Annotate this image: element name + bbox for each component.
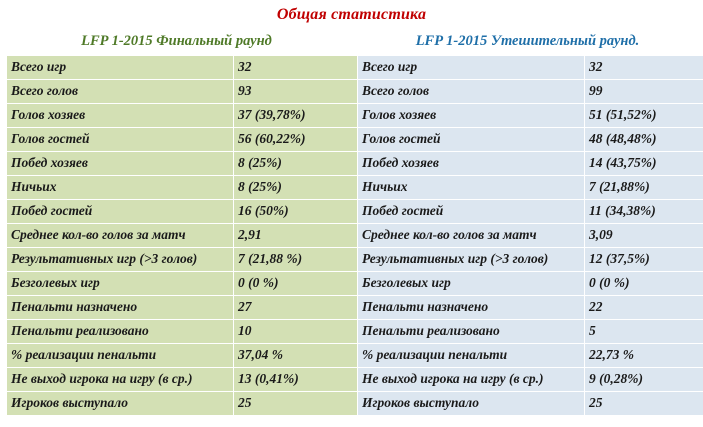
row-value: 7 (21,88%) (585, 176, 703, 200)
table-row (358, 128, 703, 152)
row-value: 8 (25%) (234, 176, 366, 200)
row-value: 12 (37,5%) (585, 248, 703, 272)
table-row (358, 272, 703, 296)
consolation-round-block (357, 30, 698, 416)
row-label: Всего игр (7, 56, 234, 80)
table-row (7, 344, 366, 368)
row-label: Побед гостей (7, 200, 234, 224)
row-label: Не выход игрока на игру (в ср.) (358, 368, 585, 392)
final-round-block (6, 30, 347, 416)
row-label: Пенальти реализовано (358, 320, 585, 344)
tables-container (0, 24, 703, 416)
table-row (7, 224, 366, 248)
row-value: 22,73 % (585, 344, 703, 368)
row-value: 14 (43,75%) (585, 152, 703, 176)
table-row (7, 104, 366, 128)
table-row (7, 392, 366, 416)
row-value: 37,04 % (234, 344, 366, 368)
row-value: 37 (39,78%) (234, 104, 366, 128)
table-row (7, 296, 366, 320)
row-label: % реализации пенальти (7, 344, 234, 368)
table-row (7, 248, 366, 272)
row-label: Игроков выступало (358, 392, 585, 416)
final-round-caption: LFP 1-2015 Финальный раунд (81, 33, 272, 49)
table-row (7, 368, 366, 392)
row-label: Всего игр (358, 56, 585, 80)
table-row (358, 176, 703, 200)
row-value: 11 (34,38%) (585, 200, 703, 224)
table-row (358, 56, 703, 80)
row-value: 7 (21,88 %) (234, 248, 366, 272)
row-label: Голов хозяев (358, 104, 585, 128)
row-value: 25 (585, 392, 703, 416)
table-row (7, 200, 366, 224)
row-label: Результативных игр (>3 голов) (7, 248, 234, 272)
row-label: Пенальти назначено (358, 296, 585, 320)
row-label: % реализации пенальти (358, 344, 585, 368)
table-row (358, 152, 703, 176)
row-label: Ничьих (7, 176, 234, 200)
table-row (358, 368, 703, 392)
row-label: Голов гостей (7, 128, 234, 152)
row-value: 56 (60,22%) (234, 128, 366, 152)
row-label: Игроков выступало (7, 392, 234, 416)
row-label: Безголевых игр (7, 272, 234, 296)
row-label: Побед гостей (358, 200, 585, 224)
table-row (7, 56, 366, 80)
row-label: Голов хозяев (7, 104, 234, 128)
row-value: 0 (0 %) (234, 272, 366, 296)
row-value: 51 (51,52%) (585, 104, 703, 128)
table-row (7, 176, 366, 200)
table-row (7, 272, 366, 296)
row-value: 0 (0 %) (585, 272, 703, 296)
final-round-table (6, 55, 366, 416)
row-value: 99 (585, 80, 703, 104)
row-label: Пенальти реализовано (7, 320, 234, 344)
row-label: Голов гостей (358, 128, 585, 152)
row-value: 25 (234, 392, 366, 416)
row-value: 27 (234, 296, 366, 320)
row-label: Результативных игр (>3 голов) (358, 248, 585, 272)
row-value: 8 (25%) (234, 152, 366, 176)
row-label: Пенальти назначено (7, 296, 234, 320)
table-row (358, 200, 703, 224)
row-value: 32 (585, 56, 703, 80)
consolation-round-body (358, 56, 703, 416)
row-value: 93 (234, 80, 366, 104)
row-label: Ничьих (358, 176, 585, 200)
table-row (358, 296, 703, 320)
table-row (7, 80, 366, 104)
row-value: 5 (585, 320, 703, 344)
row-value: 22 (585, 296, 703, 320)
table-row (358, 104, 703, 128)
row-value: 2,91 (234, 224, 366, 248)
row-label: Не выход игрока на игру (в ср.) (7, 368, 234, 392)
table-row (358, 248, 703, 272)
row-value: 48 (48,48%) (585, 128, 703, 152)
consolation-round-table (357, 55, 703, 416)
row-value: 13 (0,41%) (234, 368, 366, 392)
row-label: Побед хозяев (7, 152, 234, 176)
final-round-body (7, 56, 366, 416)
table-row (7, 152, 366, 176)
row-value: 10 (234, 320, 366, 344)
row-label: Всего голов (7, 80, 234, 104)
table-row (358, 80, 703, 104)
row-value: 16 (50%) (234, 200, 366, 224)
row-label: Всего голов (358, 80, 585, 104)
row-label: Среднее кол-во голов за матч (358, 224, 585, 248)
table-row (7, 128, 366, 152)
row-value: 9 (0,28%) (585, 368, 703, 392)
row-label: Побед хозяев (358, 152, 585, 176)
page-title: Общая статистика (276, 6, 427, 23)
table-row (358, 344, 703, 368)
table-row (358, 320, 703, 344)
row-value: 32 (234, 56, 366, 80)
row-label: Среднее кол-во голов за матч (7, 224, 234, 248)
consolation-round-caption: LFP 1-2015 Утешительный раунд. (415, 33, 640, 49)
table-row (7, 320, 366, 344)
row-value: 3,09 (585, 224, 703, 248)
row-label: Безголевых игр (358, 272, 585, 296)
table-row (358, 392, 703, 416)
table-row (358, 224, 703, 248)
